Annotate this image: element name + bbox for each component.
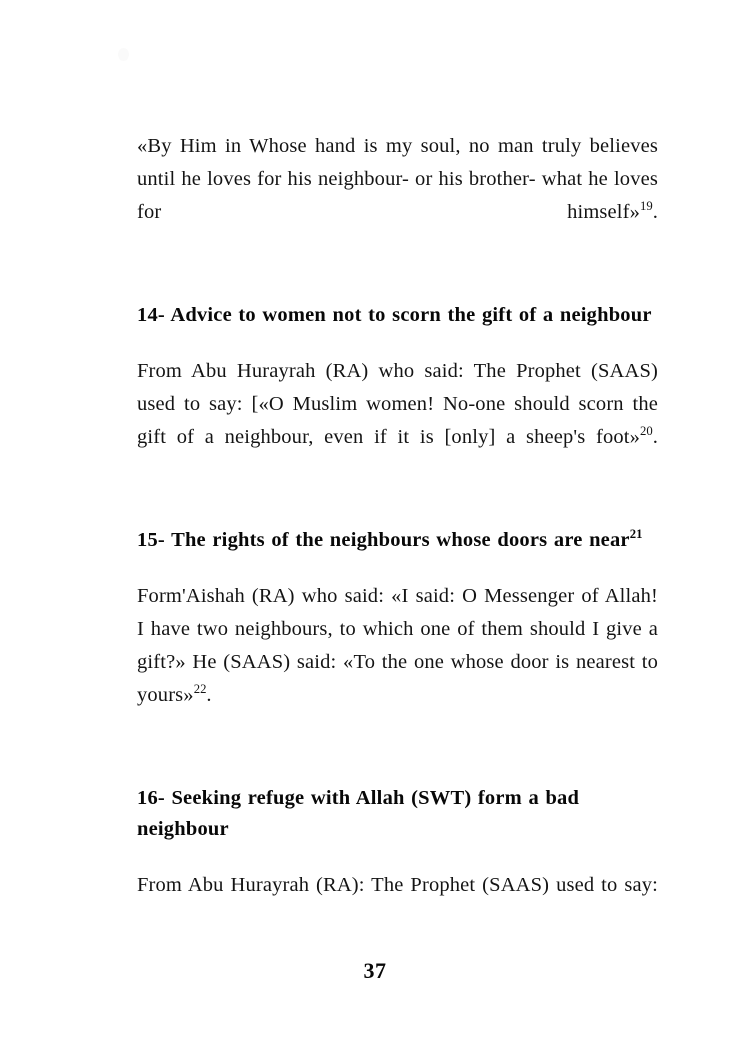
heading-15-text: 15- The rights of the neighbours whose doors are near [137,529,630,551]
paragraph-hadith-brotherhood-text: «By Him in Whose hand is my soul, no man truly believes until he loves for his neighbour- or his brother- what he loves for himself» [137,135,658,223]
heading-14-text: 14- Advice to women not to scorn the gift of a neighbour [137,304,652,326]
spacer [137,745,658,783]
footnote-marker-20: 20 [640,424,653,439]
heading-15 [137,525,658,556]
page-number: 37 [363,958,387,983]
paragraph-section-15-text: Form'Aishah (RA) who said: «I said: O Messenger of Allah! I have two neighbours, to which one of them should I give a gift?» He (SAAS) said: «To the one whose door is nearest to yours» [137,585,658,706]
paragraph-section-15 [137,580,658,745]
footnote-marker-21: 21 [629,527,643,542]
paragraph-section-15-trailing: . [206,684,212,706]
heading-14 [137,300,658,331]
spacer [137,331,658,355]
heading-16 [137,783,658,845]
paragraph-hadith-brotherhood [137,130,658,262]
footnote-marker-22: 22 [193,682,207,697]
heading-16-text: 16- Seeking refuge with Allah (SWT) form a bad neighbour [137,787,580,840]
spacer [137,556,658,580]
paragraph-section-16 [137,869,658,935]
footnote-marker-19: 19 [640,199,653,214]
page-text-column [137,130,658,935]
paragraph-section-14-trailing: . [652,426,658,448]
scan-artifact-speck [118,48,129,61]
paragraph-hadith-brotherhood-trailing: . [652,201,658,223]
spacer [137,845,658,869]
spacer [137,487,658,525]
paragraph-section-14-text: From Abu Hurayrah (RA) who said: The Prophet (SAAS) used to say: [«O Muslim women! No-one should scorn the gift of a neighbour, even if it is [only] a sheep's foot» [137,360,658,448]
spacer [137,262,658,300]
paragraph-section-14 [137,355,658,487]
paragraph-section-16-text: From Abu Hurayrah (RA): The Prophet (SAAS) used to say: [137,874,658,896]
